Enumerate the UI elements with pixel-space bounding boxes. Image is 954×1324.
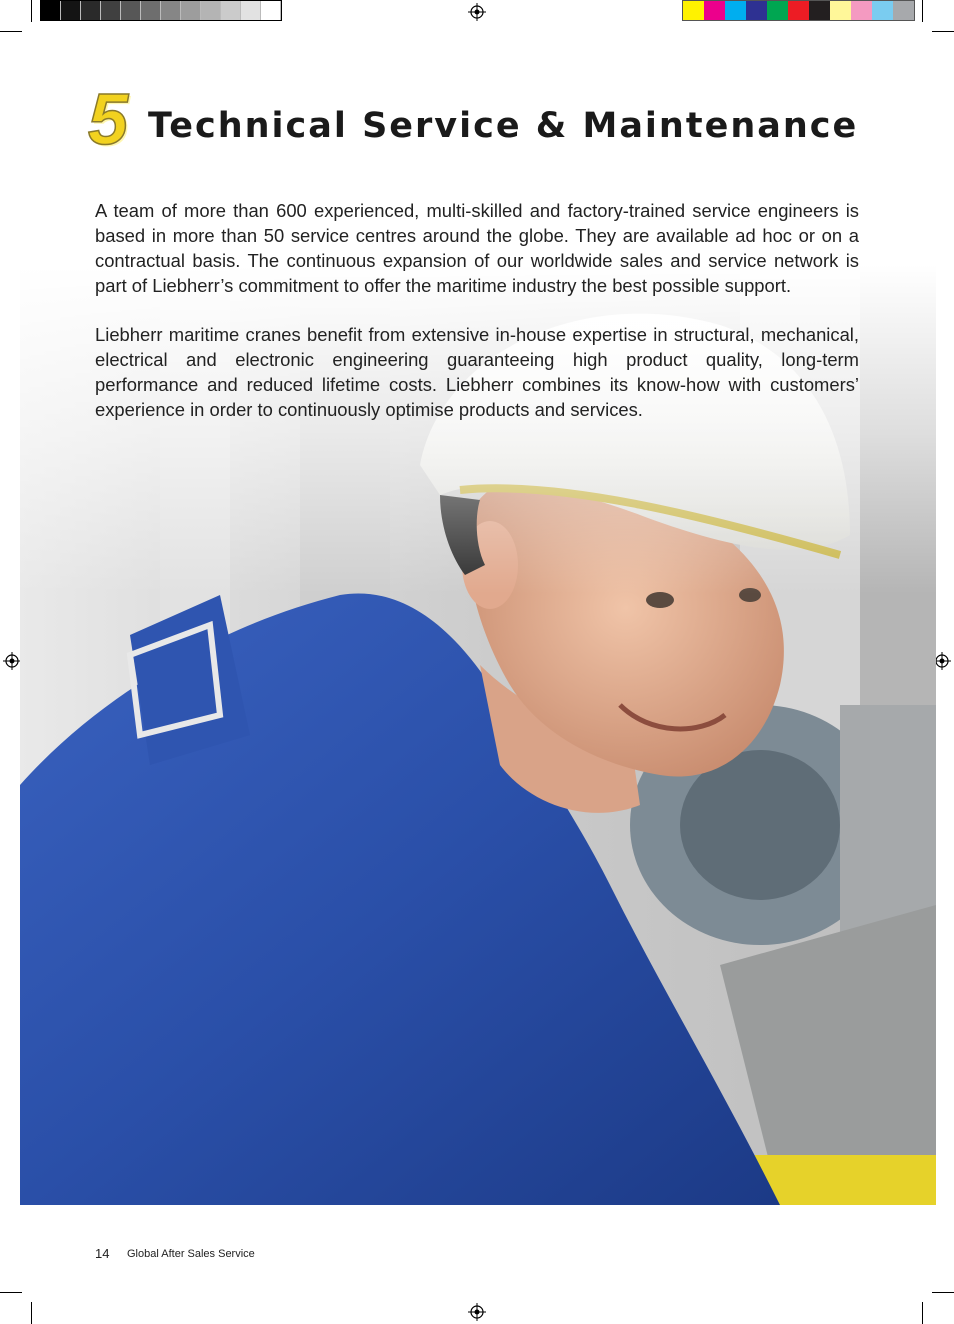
gray-swatch bbox=[81, 1, 101, 20]
gray-swatch bbox=[261, 1, 281, 20]
gray-swatch bbox=[161, 1, 181, 20]
color-swatch bbox=[893, 1, 914, 20]
gray-swatch bbox=[181, 1, 201, 20]
registration-mark-icon bbox=[468, 3, 486, 21]
crop-mark bbox=[932, 1292, 954, 1293]
color-swatch bbox=[809, 1, 830, 20]
crop-mark bbox=[922, 0, 923, 22]
process-color-bar bbox=[682, 0, 915, 21]
gray-swatch bbox=[101, 1, 121, 20]
crop-mark bbox=[0, 1292, 22, 1293]
footer-label: Global After Sales Service bbox=[127, 1248, 255, 1260]
registration-mark-icon bbox=[468, 1303, 486, 1321]
crop-mark bbox=[0, 31, 22, 32]
color-swatch bbox=[767, 1, 788, 20]
color-swatch bbox=[872, 1, 893, 20]
crop-mark bbox=[31, 1302, 32, 1324]
color-swatch bbox=[851, 1, 872, 20]
color-swatch bbox=[704, 1, 725, 20]
registration-mark-icon bbox=[3, 652, 21, 670]
gray-swatch bbox=[201, 1, 221, 20]
color-swatch bbox=[683, 1, 704, 20]
color-swatch bbox=[746, 1, 767, 20]
color-swatch bbox=[788, 1, 809, 20]
expertise-paragraph: Liebherr maritime cranes benefit from extensive in-house expertise in structural, mechanical, electrical and electronic engineering guaranteeing high product quality, long-term performance and reduced lifetime costs. Liebherr combines its know-how with customers’ experience in order to continuously optimise products and services. bbox=[95, 324, 859, 420]
gray-swatch bbox=[41, 1, 61, 20]
gray-swatch bbox=[61, 1, 81, 20]
crop-mark bbox=[932, 31, 954, 32]
crop-mark bbox=[922, 1302, 923, 1324]
gray-swatch bbox=[241, 1, 261, 20]
grayscale-color-bar bbox=[40, 0, 282, 21]
page-title: Technical Service & Maintenance bbox=[148, 106, 859, 146]
intro-paragraph: A team of more than 600 experienced, multi-skilled and factory-trained service engineers is based in more than 50 service centres around the globe. They are available ad hoc or on a contractual basis. The continuous expansion of our worldwide sales and service network is part of Liebherr’s commitment to offer the maritime industry the best possible support. bbox=[95, 200, 859, 296]
chapter-number: 5 bbox=[88, 80, 129, 160]
gray-swatch bbox=[121, 1, 141, 20]
page-number: 14 bbox=[95, 1246, 110, 1261]
crop-mark bbox=[31, 0, 32, 22]
color-swatch bbox=[725, 1, 746, 20]
gray-swatch bbox=[221, 1, 241, 20]
color-swatch bbox=[830, 1, 851, 20]
gray-swatch bbox=[141, 1, 161, 20]
